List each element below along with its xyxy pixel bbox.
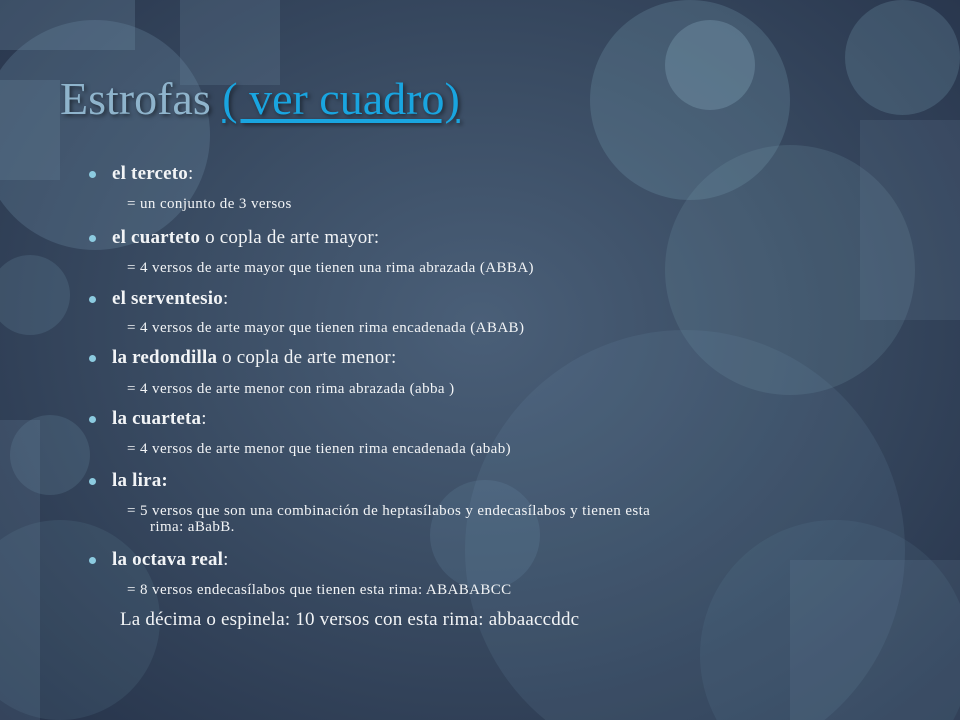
- title-text: Estrofas: [60, 73, 211, 124]
- term: la cuarteta: [112, 408, 202, 429]
- bullet-dot: [89, 235, 96, 242]
- list-item-redondilla: [112, 347, 396, 369]
- list-item-lira: [112, 470, 168, 492]
- description-line: = 5 versos que son una combinación de heptasílabos y endecasílabos y tienen esta: [127, 503, 651, 519]
- bg-circle: [845, 0, 960, 115]
- list-item-terceto: [112, 163, 194, 185]
- bullet-dot: [89, 478, 96, 485]
- ver-cuadro-link[interactable]: ( ver cuadro): [222, 73, 460, 124]
- term-rest: :: [222, 288, 229, 309]
- bg-circle: [430, 480, 540, 590]
- bg-circle: [665, 20, 755, 110]
- bullet-dot: [89, 355, 96, 362]
- list-item-serventesio: [112, 288, 228, 310]
- term: el cuarteto: [112, 227, 201, 248]
- description: = un conjunto de 3 versos: [127, 196, 292, 212]
- bullet-dot: [89, 296, 96, 303]
- term: la octava real: [112, 549, 224, 570]
- description: [127, 503, 867, 535]
- bg-circle: [10, 415, 90, 495]
- term: el serventesio: [112, 288, 223, 309]
- decima-line: La décima o espinela: 10 versos con esta rima: abbaaccddc: [120, 609, 580, 630]
- bullet-dot: [89, 171, 96, 178]
- term: la lira:: [112, 470, 168, 491]
- page-title: [60, 72, 460, 125]
- description: = 4 versos de arte mayor que tienen rima encadenada (ABAB): [127, 320, 525, 336]
- bg-circle: [0, 255, 70, 335]
- bullet-dot: [89, 557, 96, 564]
- term: la redondilla: [112, 347, 218, 368]
- description: = 4 versos de arte mayor que tienen una rima abrazada (ABBA): [127, 260, 534, 276]
- term: el terceto: [112, 163, 189, 184]
- list-item-cuarteto: [112, 227, 379, 249]
- description-line: rima: aBabB.: [150, 519, 235, 535]
- bullet-dot: [89, 416, 96, 423]
- term-rest: :: [188, 163, 194, 184]
- term-rest: :: [201, 408, 207, 429]
- bg-circle: [0, 20, 210, 250]
- description: = 4 versos de arte menor con rima abrazada (abba ): [127, 381, 455, 397]
- term-rest: o copla de arte mayor:: [200, 227, 380, 248]
- term-rest: o copla de arte menor:: [217, 347, 397, 368]
- description: = 8 versos endecasílabos que tienen esta rima: ABABABCC: [127, 582, 512, 598]
- list-item-octava-real: [112, 549, 229, 571]
- list-item-cuarteta: [112, 408, 207, 430]
- term-rest: :: [223, 549, 229, 570]
- description: = 4 versos de arte menor que tienen rima encadenada (abab): [127, 441, 511, 457]
